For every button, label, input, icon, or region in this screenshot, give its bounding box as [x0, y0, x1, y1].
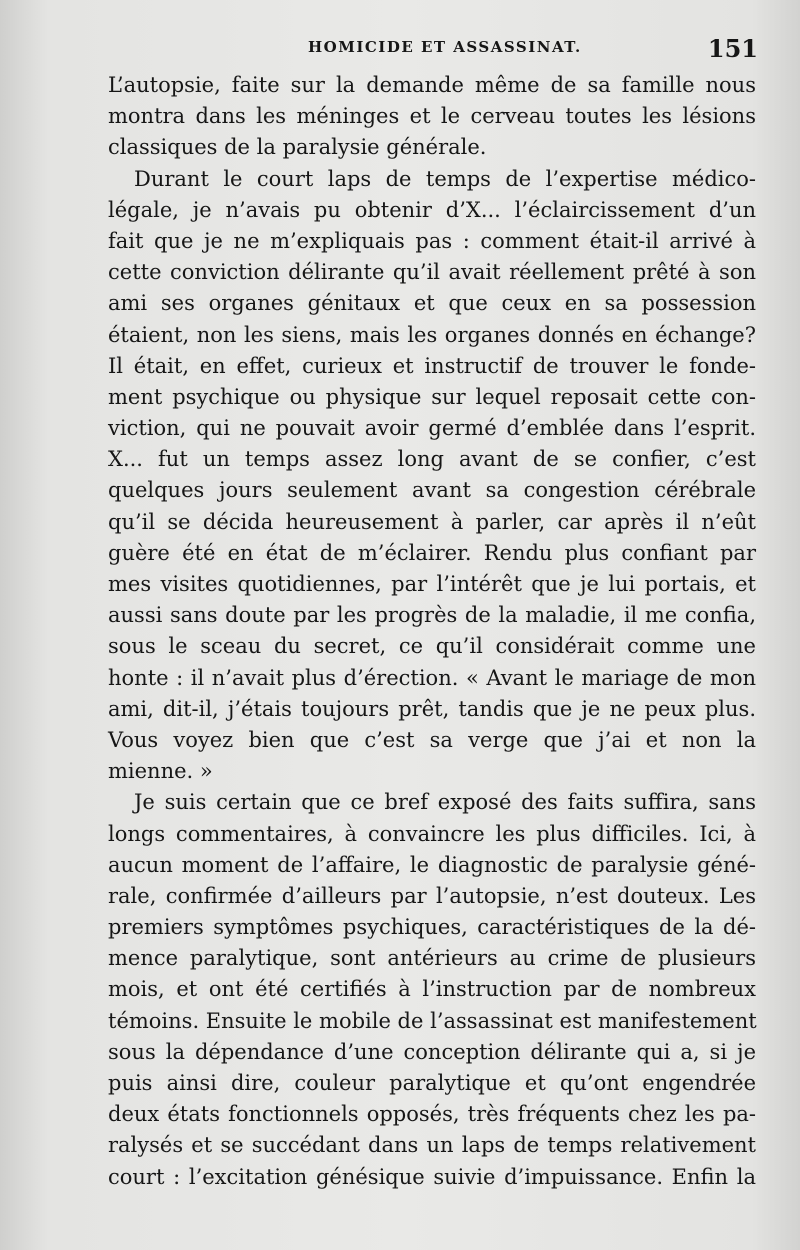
text-line: Durant le court laps de temps de l’expertise médico-: [134, 166, 756, 191]
text-line: longs commentaires, à convaincre les plus difficiles. Ici, à: [108, 821, 756, 846]
text-line: aussi sans doute par les progrès de la maladie, il me confia,: [108, 603, 756, 628]
text-line: ami ses organes génitaux et que ceux en sa possession: [108, 291, 756, 316]
text-line: ami, dit-il, j’étais toujours prêt, tandis que je ne peux plus.: [108, 696, 756, 721]
text-line: Vous voyez bien que c’est sa verge que j’ai et non la: [108, 727, 756, 752]
text-line: ralysés et se succédant dans un laps de temps relativement: [108, 1133, 756, 1158]
text-line: mes visites quotidiennes, par l’intérêt que je lui portais, et: [108, 572, 756, 596]
text-line: guère été en état de m’éclairer. Rendu plus confiant par: [108, 540, 756, 565]
running-title: HOMICIDE ET ASSASSINAT.: [308, 38, 582, 56]
text-line: témoins. Ensuite le mobile de l’assassinat est manifestement: [108, 1008, 757, 1033]
text-line: L’autopsie, faite sur la demande même de sa famille nous: [108, 73, 756, 97]
text-line: viction, qui ne pouvait avoir germé d’emblée dans l’esprit.: [108, 416, 756, 441]
text-line: étaient, non les siens, mais les organes donnés en échange?: [108, 322, 756, 347]
text-line: montra dans les méninges et le cerveau toutes les lésions: [108, 104, 756, 129]
text-line: Je suis certain que ce bref exposé des faits suffira, sans: [134, 790, 756, 815]
text-line: classiques de la paralysie générale.: [108, 135, 487, 160]
text-line: mienne. »: [108, 759, 213, 784]
text-line: mois, et ont été certifiés à l’instruction par de nombreux: [108, 977, 756, 1002]
text-line: honte : il n’avait plus d’érection. « Avant le mariage de mon: [108, 665, 756, 690]
text-line: sous le sceau du secret, ce qu’il considérait comme une: [108, 634, 756, 659]
text-line: premiers symptômes psychiques, caractéristiques de la dé-: [108, 915, 756, 940]
text-line: légale, je n’avais pu obtenir d’X... l’éclaircissement d’un: [108, 197, 756, 222]
running-head: [108, 34, 758, 68]
text-line: fait que je ne m’expliquais pas : comment était-il arrivé à: [108, 228, 756, 253]
body-text: [108, 70, 756, 1193]
text-line: cette conviction délirante qu’il avait réellement prêté à son: [108, 260, 756, 285]
text-line: Il était, en effet, curieux et instructif de trouver le fonde-: [108, 353, 756, 378]
text-line: qu’il se décida heureusement à parler, car après il n’eût: [108, 509, 756, 534]
text-line: aucun moment de l’affaire, le diagnostic de paralysie géné-: [108, 852, 756, 877]
text-line: ment psychique ou physique sur lequel reposait cette con-: [108, 384, 756, 409]
text-line: puis ainsi dire, couleur paralytique et qu’ont engendrée: [108, 1071, 756, 1095]
text-line: sous la dépendance d’une conception délirante qui a, si je: [108, 1039, 756, 1064]
text-line: X... fut un temps assez long avant de se confier, c’est: [108, 447, 756, 472]
text-line: quelques jours seulement avant sa congestion cérébrale: [108, 478, 756, 503]
text-line: court : l’excitation génésique suivie d’impuissance. Enfin la: [108, 1164, 756, 1189]
text-line: deux états fonctionnels opposés, très fréquents chez les pa-: [108, 1102, 756, 1127]
page-number: 151: [707, 34, 758, 63]
text-line: mence paralytique, sont antérieurs au crime de plusieurs: [108, 946, 756, 971]
text-line: rale, confirmée d’ailleurs par l’autopsie, n’est douteux. Les: [108, 883, 756, 908]
